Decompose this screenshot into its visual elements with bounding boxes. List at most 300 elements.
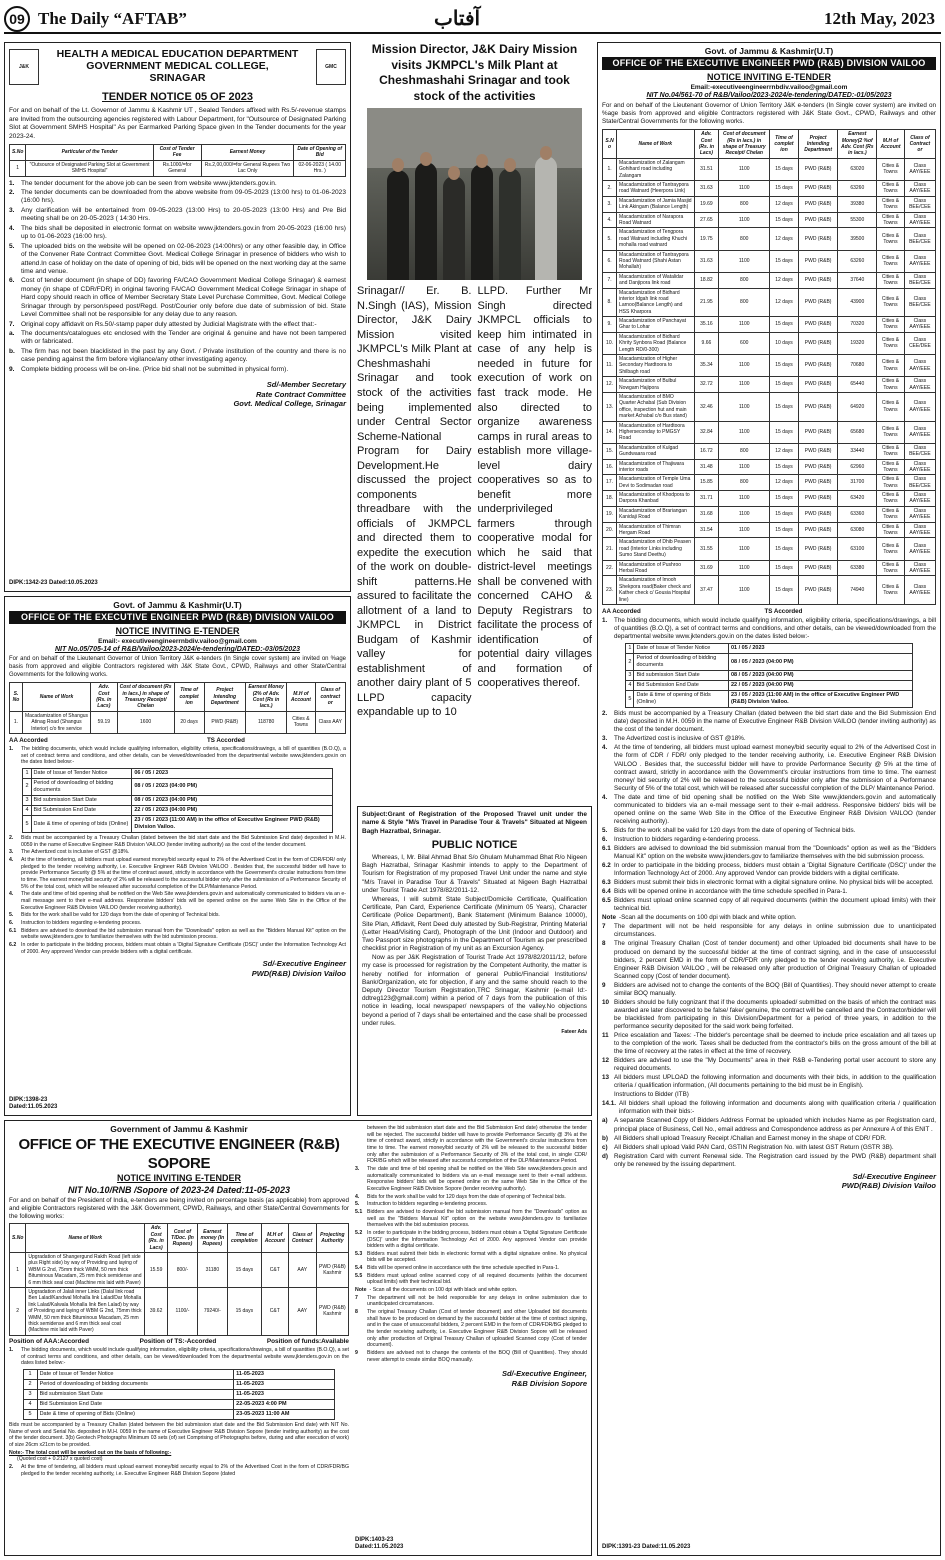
sopore-list-item bbox=[355, 1251, 587, 1264]
pwd561-table-cell: 21.95 bbox=[694, 288, 719, 317]
sopore-item-number: 8 bbox=[355, 1309, 358, 1316]
public-notice-p1: Whereas, I, Mr. Bilal Ahmad Bhat S/o Ghulam Muhammad Bhat R/o Nigeen Bagh Hazratbal, Srinagar Kashmir intends to apply to the Department of Tourism for Registration of my proposed Travel Unit under the name and style "M/s Travel in Paradise Tour & Travels" Situated at Nigeen Bagh Hazratbal under Tourist Trade Act 1978/82/2011-12. bbox=[362, 854, 587, 894]
sopore-date-cell: 22-05-2023 4:00 PM bbox=[234, 1399, 335, 1409]
pwd561-item-text: Bidders must upload online scanned copy of all required documents (within the document upload limits) with their technical bid. bbox=[614, 897, 936, 913]
pwd561-table-cell: 7. bbox=[603, 272, 617, 288]
pwd561-table-cell: 32.72 bbox=[694, 377, 719, 393]
pwd561-table-cell: 64920 bbox=[838, 392, 877, 421]
sopore-date-cell: 4 bbox=[23, 1399, 37, 1409]
pwd561-table-cell: Class AAY/EEE bbox=[904, 506, 935, 522]
pwd705-column-header: Earnest Money (2% of Adv. Cost (Rs in lacs.) bbox=[245, 683, 286, 712]
pwd705-date-cell: 08 / 05 / 2023 (04:00 PM) bbox=[132, 778, 332, 795]
sopore-column-header: Earnest money (In Rupees) bbox=[197, 1224, 227, 1253]
pwd561-table-cell: Class AAY/EEE bbox=[904, 576, 935, 605]
pwd561-table-cell: Class AAY/EEE bbox=[904, 421, 935, 443]
pwd561-date-cell: 22 / 05 / 2023 (04:00 PM) bbox=[728, 681, 912, 691]
pwd561-item-text: Bids will be opened online in accordance with the time schedule specified in Para-1. bbox=[614, 888, 848, 896]
gmc-list-item bbox=[9, 330, 346, 347]
pwd561-table-cell: PWD (R&B) bbox=[798, 459, 838, 475]
pwd561-item-number: 6.1 bbox=[602, 844, 611, 852]
sopore-table-cell: AAY bbox=[288, 1287, 316, 1335]
pwd705-date-row bbox=[23, 778, 332, 795]
pwd561-table-cell: Cities & Towns bbox=[877, 576, 905, 605]
sopore-table-cell: 15 days bbox=[227, 1252, 261, 1287]
sopore-list-item bbox=[355, 1230, 587, 1250]
pwd561-table-row bbox=[603, 158, 936, 180]
pwd561-date-row bbox=[626, 681, 912, 691]
news-photo bbox=[367, 108, 582, 280]
sopore-table-cell: PWD (R&B) Kashmir bbox=[316, 1287, 348, 1335]
pwd561-table-cell: Macadamization of Higher Secondary Hardtoora to Shilbagh road bbox=[617, 355, 695, 377]
pwd561-table-cell: Class AAY/EEE bbox=[904, 459, 935, 475]
pwd561-table-cell: 15 days bbox=[770, 181, 799, 197]
pwd561-table-cell: 35.16 bbox=[694, 317, 719, 333]
pwd705-item-text: Bids for the work shall be valid for 120 days from the date of opening of Technical bids. bbox=[21, 912, 220, 919]
pwd-705-ad: Govt. of Jammu & Kashmir(U.T) OFFICE OF THE EXECUTIVE ENGINEER PWD (R&B) DIVISION VAILOO NOTICE INVITING E-TENDER Email:- executiveengineerrnbdiv.vailoo@gmail.com NIT No.05/705-14 of R&B/Vailoo/2023-2024/e-tendering/DATED:-03/05/2023 For and on behalf of the Lieutenant Governor of Union Territory J&K e-tenders (In Single cover system) are invited on %age basis from approved and eligible Contractors registered with J&K State Govt., CPWD, Railways and other State/Central Governments for the following works. S. No Name of Work Adv. Cost (Rs. in Lacs) Cost of document (Rs in lacs.) in shape of Treasury Receipt/ Chelan Time of complet ion Project Intending Department Earnest Money (2% of Adv. Cost (Rs in lacs.) M.H of Account Class of contract or 1. Macadamization of Shangus Atinag Road (Shangus Interior) c/o fire service 59.19 1600 20 days PWD (R&B) 118780 Cities & Towns Class AAY AA Accorded TS Accorded 1. The bidding documents, which would include qualifying information, eligibility criteria, specifications/drawings, a bill of quantities (B.O.Q), a set of contract terms and conditions, and other details, can be viewed/downloaded from the departmental website www.jktenders.gov.in on the dates listed below:- 1 Date of Issue of Tender Notice 06 / 05 / 2023 2 Period of downloading of bidding documents 08 / 05 / 2023 (04:00 PM) 3 Bid submission Start Date 08 / 05 / 2023 (04:00 PM) 4 Bid Submission End Date 22 / 05 / 2023 (04:00 PM) 5 Date & time of opening of bids (Online) 23 / 05 / 2023 (11:00 AM) in the office of Executive Engineer PWD (R&B) Division Vailoo. 2. Bids must be accompanied by a Treasury Challan (dated between the bid start date and the Bid Submission End date) deposited in M.H. 0059 in the name of Executive Engineer R&B Division VAILOO (tender inviting authority) as the cost of the tender document. 3. The Advertized cost is inclusive of GST @18%. 4. At the time of tendering, all bidders must upload earnest money/bid security equal to 2% of the Advertised Cost in the form of CDR/FDR/ only pledged to the tender receiving authority, i.e. Executive Engineer R&B Division VAILOO . Besides that, the successful bidder will have to provide Performance Security @ 5% at the time of contract award, strictly in accordance with the Government's circular instructions from time to time. The earnest money/bid security of 2% will be released to the successful bidder only after the submission of a Performance Security of 5% of the total cost, which will be released after successful completion of the DLP/Maintenance Period. 4. The date and time of bid opening shall be notified on the Web Site www.jktenders.gov.in and automatically communicated to bidders via an e-mail message sent to their e-mail address. Responsive bidders' bids will be opened online on the same Web Site in the Office of the Executive Engineer R&B Division VAILOO (tender receiving authority). 5. Bids for the work shall be valid for 120 days from the date of opening of Technical bids. 6. Instruction to bidders regarding e-tendering process. 6.1 Bidders are advised to download the bid submission manual from the "Downloads" option as well as the "Bidders Manual Kit" option on the website www.jktenders.gov to familiarize themselves with the bid submission process. 6.2 In order to participate in the bidding process, bidders must obtain a 'Digital Signature Certificate (DSC)' under the Information Technology Act of 2000. Any approved Vendor can provide bidders with a digital certificate. Sd/-Executive Engineer PWD(R&B) Division Vailoo DIPK:1398-23 Dated:11.05.2023 bbox=[4, 596, 351, 1116]
pwd561-table-cell: PWD (R&B) bbox=[798, 443, 838, 459]
pwd561-table-cell: Class BEE/CEE bbox=[904, 288, 935, 317]
pwd705-date-row bbox=[23, 805, 332, 815]
gmc-sign-2: Rate Contract Committee bbox=[255, 389, 346, 399]
sopore-ad: Government of Jammu & Kashmir OFFICE OF THE EXECUTIVE ENGINEER (R&B) SOPORE NOTICE INVITING E-TENDER NIT No.10/RNB /Sopore of 2023-24 Dated:11-05-2023 For and on behalf of the President of India, e-tenders are being invited on percentage basis (as applicable) from approved and eligible Contractors registered with the J&K Government, CPWD, Railways, and other State/Central Governments for the following works: S.No Name of Work Adv. Cost (Rs. in Lacs) Cost of T/Doc. (In Rupees) Earnest money (In Rupees) Time of completion M.H of Account Class of Contract Projecting Authority 1 Upgradation of Shangergund Rakth Road (left side plus Right side) by way of Providing and laying of WBM G 2nd, 75mm thick WMM, 50 mm thick Bituminous Macadam, 25 mm thick semidense and 6 mm thick seal coat (Machine mix laid with Paver) 15.59 800/- 31180 15 days C&T AAY PWD (R&B) Kashmir 2 Upgradation of Jalali inner Links (Dalal link road Ben Lalad/Kandwal Mohalla link Lalad/Dar Mohalla link Lalad/Kalwala Mohalla link Ben Lalad) by way of Providing and laying of WBM G 2nd, 75mm thick WMM, 50 mm thick Bituminous Macadam, 25 mm thick semidense and 6 mm thick seal coat (Machine mix laid with Paver) 39.62 1100/- 79240/- 15 days C&T AAY PWD (R&B) Kashmir Position of AAA:Accorded Position of TS:-Accorded Position of funds:Available 1. The bidding documents, which would include qualifying information, eligibility criteria, specifications/drawings, a bill of quantities (B.O.Q), a set of contract terms and conditions, and other details, can be viewed/downloaded from the departmental website www.jktenders.gov.in on the dates listed below:- 1 Date of Issue of Tender Notice 11-05-2023 2 Period of downloading of bidding documents 11-05-2023 3 Bid submission Start Date 11-05-2023 4 Bid Submission End Date 22-05-2023 4:00 PM 5 Date & time of opening of Bids (Online) 23-05-2023 11:00 AM Bids must be accompanied by a Treasury Challan (dated between the bid submission start date and the Bid Submission End date) with NIT No. Name of work and Serial No. deposited in M.H. 0059 in the name of Executive Engineer R&B Division Sopore (tender inviting authority) as the cost of the tender document. 3(b) Geotech Photographs Minimum 03 sets (of) set Comprising of Photographs before, during and after execution of work) of size 26cm x21cm to be provided. Note:- The total cost will be worked out on the basis of following:- (Quoted cost + 0.2127 x quoted cost) 2. At the time of tendering, all bidders must upload earnest money/bid security equal to 2% of the Advertised Cost in the form of CDR/FDR/BG pledged to the tender receiving authority, i.e. Executive Engineer R&B Division Sopore (dated between the bid submission start date and the Bid Submission End date) otherwise the tender will be rejected. The successful bidder will have to provide Performance Security @ 3% at the time of contract award, strictly in accordance with the Government's circular instructions from time to time. The earnest money/bid security of 2% will be released to the successful bidder only after the submission of a Performance Security of 3% of the total cost, in single CDR/ FDR/BG which will be released after successful completion of the DLP/Maintenance Period. 3. The date and time of bid opening shall be notified on the Web Site www.jktenders.gov.in and automatically communicated to bidders via an e-mail message sent to their e-mail address. Responsive bidders' bids will be opened online on the same Web Site in the Office of the Executive Engineer R&B Division Sopore (tender receiving authority). 4. Bids for the work shall be valid for 120 days from the date of opening of Technical bids. 5. Instruction to bidders regarding e-tendering process. 5.1 Bidders are advised to download the bid submission manual from the "Downloads" option as well as the "Bidders Manual Kit" option on the website www.jktenders.gov to familiarize themselves with the bid submission process. 5.2 In order to participate in the bidding process, bidders must obtain a 'Digital Signature Certificate (DSC)' under the Information Technology Act of 2000. Any approved Vendor can provide bidders with a digital certificate. 5.3 Bidders must submit their bids in electronic format with a digital signature online. No physical bids will be accepted. 5.4 Bids will be opened online in accordance with the time schedule specified in Para-1. 5.5 Bidders must upload online scanned copy of all required documents (within the document upload limits) with their technical bid. Note - Scan all the documents on 100 dpi with black and white option. 7 The department will not be held responsible for any delays in online submission due to unanticipated circumstances. 8 The original Treasury Challan (Cost of tender document) and other Uploaded bid documents shall have to be produced on demand by the successful bidder at the time of contract signing, and in the case of unsuccessful bidders, 2 percent EMD in the form of CDR/FDR/BG pledged to the tender receiving authority, i.e. Executive Engineer R&B Division Sopore will be released only after production of Original Treasury Challan of uploaded Scanned copy (Cost of tender document). 9 Bidders are advised not to change the contents of the BOQ (Bill of Quantities). They should never attempt to create similar BOQ manually. Sd/-Executive Engineer, R&B Division Sopore DIPK:1403-23 Dated:11.05.2023 bbox=[4, 1120, 592, 1556]
pwd705-email: Email:- executiveengineerrnbdiv.vailoo@gmail.com bbox=[98, 637, 257, 645]
pwd561-table-cell: 1100 bbox=[719, 522, 770, 538]
pwd561-table-row bbox=[603, 560, 936, 576]
pwd561-table-cell: 15 days bbox=[770, 491, 799, 507]
sopore-sign-1: Sd/-Executive Engineer, bbox=[501, 1369, 587, 1379]
pwd705-item-text: At the time of tendering, all bidders must upload earnest money/bid security equal to 2% of the Advertised Cost in the form of CDR/FDR/ only pledged to the tender receiving authority, i.e. Executive Engineer R&B Division VAILOO . Besides that, the successful bidder will have to provide Performance Security @ 5% at the time of contract award, strictly in accordance with the Government's circular instructions from time to time. The earnest money/bid security of 2% will be released to the successful bidder only after the submission of a Performance Security of 5% of the total cost, which will be released after successful completion of the DLP/Maintenance Period. bbox=[21, 857, 346, 890]
pwd561-item-text: Bidders are advised to use the "My Documents" area in their R&B e-Tendering portal user account to store any required documents. bbox=[614, 1057, 936, 1073]
pwd705-date-cell: 08 / 05 / 2023 (04:00 PM) bbox=[132, 795, 332, 805]
public-notice-ad bbox=[357, 806, 592, 1116]
pwd561-table-cell: 37640 bbox=[838, 272, 877, 288]
pwd705-date-cell: Date of Issue of Tender Notice bbox=[31, 768, 132, 778]
pwd561-table-cell: 1100 bbox=[719, 506, 770, 522]
pwd561-table-cell: PWD (R&B) bbox=[798, 212, 838, 228]
pwd561-table-row bbox=[603, 377, 936, 393]
pwd561-sign-2: PWD(R&B) Division Vailoo bbox=[841, 1181, 936, 1191]
pwd705-date-cell: 5 bbox=[23, 815, 31, 832]
sopore-item-text: Bids will be opened online in accordance with the time schedule specified in Para-1. bbox=[367, 1265, 560, 1272]
pwd561-table-cell: 19. bbox=[603, 506, 617, 522]
sopore-table-cell: 31180 bbox=[197, 1252, 227, 1287]
pwd561-item-text: Bidders are advised to download the bid submission manual from the "Downloads" option as well as the "Bidders Manual Kit" option on the website www.jktenders.gov to familiarize themselves with the bid submission process. bbox=[614, 844, 936, 861]
pwd561-table-cell: Class AAY/EEE bbox=[904, 377, 935, 393]
pwd561-table-row bbox=[603, 212, 936, 228]
pwd561-table-cell: Class AAY/EEE bbox=[904, 522, 935, 538]
gmc-table-cell: "Outsource of Designated Parking Slot at Government SMHS Hospital" bbox=[26, 160, 153, 176]
sopore-item-text: The original Treasury Challan (Cost of tender document) and other Uploaded bid documents shall have to be produced on demand by the successful bidder at the time of contract signing, and in the case of unsuccessful bidders, 2 percent EMD in the form of CDR/FDR/BG pledged to the tender receiving authority, i.e. Executive Engineer R&B Division Sopore will be released only after production of Original Treasury Challan of uploaded Scanned copy (Cost of tender document). bbox=[367, 1309, 587, 1349]
pwd561-table-cell: 12 days bbox=[770, 228, 799, 250]
pwd705-list-item bbox=[9, 942, 346, 955]
pwd561-table-cell: 2. bbox=[603, 181, 617, 197]
pwd561-table-cell: 1100 bbox=[719, 250, 770, 272]
pwd561-table-cell: 6. bbox=[603, 250, 617, 272]
pwd705-sign-1: Sd/-Executive Engineer bbox=[262, 959, 346, 969]
pwd561-table-cell: Class AAY/EEE bbox=[904, 181, 935, 197]
pwd561-table-cell: Macadamization of BMO Quarter Achabal (Sub Division office, inspection hut and main market Achabal c/o Bus stand) bbox=[617, 392, 695, 421]
pwd561-table-cell: Macadamization of Tantraypora Road Watnard (Shahi Astan Mohallah) bbox=[617, 250, 695, 272]
pwd561-table-cell: Cities & Towns bbox=[877, 317, 905, 333]
sopore-date-cell: Bid Submission End Date bbox=[37, 1399, 234, 1409]
pwd561-table-cell: 15 days bbox=[770, 212, 799, 228]
pwd561-date-row bbox=[626, 644, 912, 654]
public-notice-p3: Now as per J&K Registration of Tourist Trade Act 1978/82/2011/12, before my case is processed for registration by the Competent Authority, the matter is hereby notified for information of general Public/Financial Institutions/ Bank/Organization, etc for objection, if any and the same should reach to the Deputy Director Tourism Registration,TRC Srinagar, Kashmir (e-mail Id:-ddtreg123@gmail.com) within a period of 7 days from the publication of this notice in leading, local newspaper/ newspapers of the valley.No objections beyond a period of 7 days shall be entertained and the case shall be processed under rules. bbox=[362, 954, 587, 1027]
pwd561-table-cell: 1100 bbox=[719, 560, 770, 576]
pwd561-item-text: -Scan all the documents on 100 dpi with black and white option. bbox=[619, 914, 797, 922]
pwd561-table-cell: 32.84 bbox=[694, 421, 719, 443]
sopore-item-text: Instruction to bidders regarding e-tendering process. bbox=[367, 1201, 488, 1208]
pwd561-list-item bbox=[602, 1032, 936, 1056]
sopore-item-text: In order to participate in the bidding process, bidders must obtain a 'Digital Signature Certificate (DSC)' under the Information Technology Act of 2000. Any approved Vendor can provide bidders with a digital certificate. bbox=[367, 1229, 587, 1250]
pwd705-nit: NIT No.05/705-14 of R&B/Vailoo/2023-2024/e-tendering/DATED:-03/05/2023 bbox=[54, 646, 301, 654]
gmc-table-cell: 1 bbox=[10, 160, 26, 176]
pwd705-list-item bbox=[9, 920, 346, 927]
pwd561-table-cell: 14. bbox=[603, 421, 617, 443]
pwd705-date-cell: 3 bbox=[23, 795, 31, 805]
pwd561-table-cell: 10. bbox=[603, 332, 617, 354]
sopore-date-row bbox=[23, 1369, 335, 1379]
pwd561-table-cell: Macadamization of Panchayat Ghar to Lohar bbox=[617, 317, 695, 333]
pwd561-table-cell: 15 days bbox=[770, 560, 799, 576]
pwd561-table-cell: 65680 bbox=[838, 421, 877, 443]
pwd561-item-text: In order to participate in the bidding process, bidders must obtain a 'Digital Signature Certificate (DSC)' under the Information Technology Act of 2000. Any approved Vendor can provide bidders with a digital certificate. bbox=[614, 862, 936, 878]
pwd561-table-cell: Class AAY/EEE bbox=[904, 250, 935, 272]
pwd705-p1: The bidding documents, which would include qualifying information, eligibility criteria, specifications/drawings, a bill of quantities (B.O.Q), a set of contract terms and conditions, and other details, can be viewed/downloaded from the departmental website www.jktenders.gov.in on the dates listed below:- bbox=[21, 745, 346, 766]
pwd561-table-cell: 1100 bbox=[719, 181, 770, 197]
pwd561-table-cell: 1100 bbox=[719, 421, 770, 443]
sopore-item-number: 5.1 bbox=[355, 1208, 363, 1215]
gmc-dipk: DIPK:1342-23 Dated:10.05.2023 bbox=[9, 580, 98, 587]
pwd561-dates bbox=[625, 643, 912, 708]
gmc-item-number: 7. bbox=[9, 320, 15, 328]
gmc-list-item bbox=[9, 277, 346, 319]
pwd561-table-cell: 32.46 bbox=[694, 392, 719, 421]
pwd561-date-cell: 3 bbox=[626, 671, 634, 681]
pwd561-table-cell: 12 days bbox=[770, 272, 799, 288]
gmc-item-number: b. bbox=[9, 347, 15, 355]
pwd561-table-row bbox=[603, 228, 936, 250]
pwd561-item-number: 5. bbox=[602, 826, 608, 834]
gmc-column-header: Cost of Tender Fee bbox=[153, 145, 201, 161]
pwd705-column-header: Adv. Cost (Rs. in Lacs) bbox=[91, 683, 118, 712]
gmc-column-header: Date of Opening of Bid bbox=[294, 145, 346, 161]
pwd561-date-cell: Period of downloading of bidding documents bbox=[634, 654, 729, 671]
issue-date: 12th May, 2023 bbox=[824, 9, 935, 28]
pwd561-list-item bbox=[602, 1144, 936, 1152]
pwd561-table-cell: 63380 bbox=[838, 560, 877, 576]
pwd561-table-cell: 31.54 bbox=[694, 522, 719, 538]
pwd705-item-text: In order to participate in the bidding process, bidders must obtain a 'Digital Signature Certificate (DSC)' under the Information Technology Act of 2000. Any approved Vendor can provide bidders with a digital certificate. bbox=[21, 941, 346, 955]
sopore-table-cell: 15.59 bbox=[145, 1252, 168, 1287]
pwd561-item-text: All Bidders shall upload Valid PAN Card, GSTIN Registration No. with latest GST Return (GSTR 3B). bbox=[614, 1143, 894, 1151]
sopore-item-number: 5.3 bbox=[355, 1250, 363, 1257]
sopore-date-cell: Date & time of opening of Bids (Online) bbox=[37, 1409, 234, 1419]
sopore-date-row bbox=[23, 1409, 335, 1419]
sopore-date-cell: Date of Issue of Tender Notice bbox=[37, 1369, 234, 1379]
pwd561-table-cell: 1100 bbox=[719, 576, 770, 605]
pwd561-item-text: Bids for the work shall be valid for 120 days from the date of opening of Technical bids. bbox=[614, 826, 856, 834]
pwd561-table-cell: 70320 bbox=[838, 317, 877, 333]
pwd561-table-cell: 1. bbox=[603, 158, 617, 180]
pwd561-email: Email:-executiveengineerrnbdiv.vailoo@gmail.com bbox=[690, 83, 848, 91]
pwd561-table-cell: Macadamization of Narapora Road Watnard bbox=[617, 212, 695, 228]
pwd561-table-cell: 1100 bbox=[719, 355, 770, 377]
pwd561-table-cell: 15 days bbox=[770, 421, 799, 443]
pwd561-table-cell: 1100 bbox=[719, 377, 770, 393]
gmc-column-header: Earnest Money bbox=[201, 145, 294, 161]
pwd561-table-cell: Macadamization of Bulbul Nowgam Hajipora bbox=[617, 377, 695, 393]
pwd705-item-text: The Advertized cost is inclusive of GST @18%. bbox=[21, 849, 130, 856]
pwd561-table-cell: 15 days bbox=[770, 576, 799, 605]
sopore-sign-2: R&B Division Sopore bbox=[511, 1378, 587, 1388]
pwd705-table-cell: 1. bbox=[10, 711, 23, 733]
pwd561-column-header: Time of complet ion bbox=[770, 130, 799, 159]
pwd561-date-cell: 01 / 05 / 2023 bbox=[728, 644, 912, 654]
pwd705-column-header: Name of Work bbox=[22, 683, 90, 712]
pwd705-sign-2: PWD(R&B) Division Vailoo bbox=[251, 968, 346, 978]
gmc-intro: For and on behalf of the Lt. Governor of Jammu & Kashmir UT , Sealed Tenders affixed with Rs.5/-revenue stamps are Invited from the outsourcing agencies registered with Labour Department, for "Outsource of Designated Parking Slot at Government SMHS Hospital" As per Earmarked Parking Space given In the Tender documents for the year 2023-24. bbox=[9, 107, 346, 140]
pwd561-table-row bbox=[603, 491, 936, 507]
pwd561-table-cell: 19.75 bbox=[694, 228, 719, 250]
pwd561-sign-1: Sd/-Executive Engineer bbox=[852, 1171, 936, 1181]
pwd561-item-text: At the time of tendering, all bidders must upload earnest money/bid security equal to 2% of the Advertised Cost in the form of CDR / FDR/ only pledged to the tender receiving authority, i.e. Executive Engineer R&B Division VAILOO . Besides that, the successful bidder will have to provide Performance Security @ 5% at the time of contract award, strictly in accordance with the Government's circular instructions from time to time. The earnest money/ bid security of 2% will be released to the successful bidder only after the submission of a Performance Security of 5% of the total cost, which will be released after successful completion of the DLP/ Maintenance Period. bbox=[614, 744, 936, 792]
pwd561-list-item bbox=[602, 1135, 936, 1143]
sopore-item-number: 4. bbox=[355, 1193, 360, 1200]
pwd705-dipk: DIPK:1398-23 Dated:11.05.2023 bbox=[9, 1096, 58, 1111]
pwd561-table-cell: Macadamization of Temple Uma Devi to Sodimadan road bbox=[617, 475, 695, 491]
pwd561-nit: NIT No.04/561-70 of R&B/Vailoo/2023-2024/e-tendering/DATED:-01/05/2023 bbox=[646, 92, 892, 100]
pwd561-column-header: S.N o bbox=[603, 130, 617, 159]
pwd561-item-number: 13 bbox=[602, 1074, 610, 1082]
pwd561-table-cell: Cities & Towns bbox=[877, 158, 905, 180]
page-number: 09 bbox=[4, 6, 30, 32]
sopore-column-header: Class of Contract bbox=[288, 1224, 316, 1253]
sopore-table-row bbox=[10, 1287, 349, 1335]
pwd705-item-text: The date and time of bid opening shall be notified on the Web Site www.jktenders.gov.in and automatically communicated to bidders via an e-mail message sent to their e-mail address. Responsive bidders' bids will be opened online on the same Web Site in the Office of the Executive Engineer R&B Division VAILOO (tender receiving authority). bbox=[21, 891, 346, 911]
pwd705-date-cell: Bid Submission End Date bbox=[31, 805, 132, 815]
pwd561-table-cell: 1100 bbox=[719, 392, 770, 421]
pwd705-column-header: Time of complet ion bbox=[174, 683, 204, 712]
sopore-table bbox=[9, 1223, 349, 1335]
pwd705-date-row bbox=[23, 795, 332, 805]
sopore-date-row bbox=[23, 1399, 335, 1409]
pwd561-table-cell: Cities & Towns bbox=[877, 212, 905, 228]
pwd561-item-text: Instructions to Bidder (ITB) bbox=[614, 1091, 689, 1099]
pwd705-item-number: 4. bbox=[9, 857, 14, 864]
pwd561-item-text: The date and time of bid opening shall be notified on the Web Site www.jktenders.gov.in and automatically communicated to bidders via an e-mail message sent to their e-mail address. Responsive bidders' bids will be opened online on the same Web Site in the Office of the Executive Engineer R&B Division VAILOO (tender receiving authority). bbox=[614, 793, 936, 825]
pwd561-table-cell: 3. bbox=[603, 196, 617, 212]
gmc-column-header: Particular of the Tender bbox=[26, 145, 153, 161]
sopore-item-number bbox=[355, 1125, 364, 1165]
pwd561-table-cell: Cities & Towns bbox=[877, 196, 905, 212]
pwd561-table-row bbox=[603, 317, 936, 333]
pwd561-table-cell: Cities & Towns bbox=[877, 475, 905, 491]
sopore-p3: At the time of tendering, all bidders must upload earnest money/bid security equal to 2% of the Advertised Cost in the form of CDR/FDR/BG pledged to the tender receiving authority, i.e. Executive Engineer R&B Division Sopore (dated bbox=[21, 1463, 349, 1477]
pwd705-date-cell: 06 / 05 / 2023 bbox=[132, 768, 332, 778]
pwd561-table-cell: 800 bbox=[719, 228, 770, 250]
pwd561-table-cell: PWD (R&B) bbox=[798, 506, 838, 522]
news-column-1: Srinagar// Er. B. N.Singh (IAS), Mission Director, J&K Dairy Mission visited JKMPCL's Milk Plant at Cheshmashahi Srinagar and took stock of the activities being implemented under Central Sector Scheme-National Program for Dairy Development.He discussed the project components threadbare with the officials of JKMPCL and directed them to expedite the execution of the work on double-shift patterns.He assured to facilitate the allotment of a land to JKMPCL in District Budgam of Kashmir valley for establishment of another dairy plant of 5 LLPD capacity expandable up to 10 bbox=[357, 285, 472, 719]
pwd705-table-cell: Macadamization of Shangus Atinag Road (Shangus Interior) c/o fire service bbox=[22, 711, 90, 733]
gmc-item-number: 1. bbox=[9, 179, 15, 187]
pwd561-item-text: Bidders must submit their bids in electronic format with a digital signature online. No physical bids will be accepted. bbox=[614, 879, 934, 887]
sopore-p2: Bids must be accompanied by a Treasury Challan (dated between the bid submission start date and the Bid Submission End date) with NIT No. Name of work and Serial No. deposited in M.H. 0059 in the name of Executive Engineer R&B Division Sopore (tender inviting authority) as the cost of the tender document. 3(b) Geotech Photographs Minimum 03 sets (of) set Comprising of Photographs before, during and after execution of work) of size 26cm x21cm to be provided. bbox=[9, 1421, 349, 1448]
pwd561-table-cell: Macadamization of Bidhard interior Idgah link road Larnoo(Balance Length) and HSS Kharpora bbox=[617, 288, 695, 317]
sopore-item-number: 7 bbox=[355, 1294, 358, 1301]
pwd561-table-cell: PWD (R&B) bbox=[798, 377, 838, 393]
pwd561-column-header: Name of Work bbox=[617, 130, 695, 159]
pwd561-table-cell: 16.72 bbox=[694, 443, 719, 459]
pwd561-table-cell: Class CEE/DEE bbox=[904, 332, 935, 354]
pwd561-table-cell: 8. bbox=[603, 288, 617, 317]
sopore-date-cell: 2 bbox=[23, 1379, 37, 1389]
pwd561-table-cell: 15 days bbox=[770, 250, 799, 272]
sopore-ts: Position of TS:-Accorded bbox=[139, 1337, 217, 1345]
pwd705-item-text: Bids must be accompanied by a Treasury Challan (dated between the bid start date and the Bid Submission End date) deposited in M.H. 0059 in the name of Executive Engineer R&B Division VAILOO (tender inviting authority) as the cost of the tender document. bbox=[21, 835, 346, 848]
pwd561-item-number: d) bbox=[602, 1152, 608, 1160]
pwd561-item-number: Note bbox=[602, 914, 616, 922]
pwd561-table-cell: 9.66 bbox=[694, 332, 719, 354]
pwd561-table-cell: 10 days bbox=[770, 332, 799, 354]
pwd561-table-cell: 19320 bbox=[838, 332, 877, 354]
pwd705-table-cell: Class AAY bbox=[315, 711, 345, 733]
pwd561-table-cell: Class BEE/CEE bbox=[904, 228, 935, 250]
sopore-item-text: The department will not be held responsible for any delays in online submission due to unanticipated circumstances. bbox=[367, 1294, 587, 1308]
gmc-sign-3: Govt. Medical College, Srinagar bbox=[233, 399, 346, 409]
gmc-column-header: S.No bbox=[10, 145, 26, 161]
gmc-logo: GMC bbox=[316, 49, 346, 85]
sopore-list-item bbox=[355, 1194, 587, 1201]
pwd705-govt: Govt. of Jammu & Kashmir(U.T) bbox=[113, 600, 242, 610]
pwd561-table-cell: Cities & Towns bbox=[877, 355, 905, 377]
pwd561-table-cell: 1100 bbox=[719, 317, 770, 333]
pwd561-table-row bbox=[603, 506, 936, 522]
newspaper-logo: آفتاب bbox=[434, 6, 481, 30]
gmc-list-item bbox=[9, 321, 346, 329]
pwd561-list-item bbox=[602, 999, 936, 1031]
pwd561-aa: AA Accorded bbox=[602, 607, 641, 615]
pwd705-list-item bbox=[9, 928, 346, 941]
newspaper-name: The Daily “AFTAB” bbox=[38, 9, 187, 28]
pwd705-table-cell: 59.19 bbox=[91, 711, 118, 733]
gmc-item-text: The bids shall be deposited in electronic format on website www.jktenders.gov.in from 20-05-2023 (16:00 hrs) up to 01-06-2023 (16:00 hrs). bbox=[21, 224, 346, 241]
pwd561-table-row bbox=[603, 475, 936, 491]
pwd561-date-cell: 23 / 05 / 2023 (11:00 AM) in the office of Executive Engineer PWD (R&B) Division Vailoo. bbox=[728, 691, 912, 708]
pwd561-table-cell: 19.69 bbox=[694, 196, 719, 212]
pwd561-table-cell: 1100 bbox=[719, 158, 770, 180]
pwd561-item-number: 3. bbox=[602, 735, 608, 743]
pwd561-list-item bbox=[602, 1100, 936, 1116]
sopore-item-number: 5.4 bbox=[355, 1265, 363, 1272]
pwd561-item-text: All bidders shall upload the following information and documents along with qualification criteria / qualification information with their bids:- bbox=[619, 1100, 936, 1116]
pwd705-list-item bbox=[9, 857, 346, 890]
gmc-list-item bbox=[9, 348, 346, 365]
gmc-item-text: The tender documents can be downloaded from the above website from 09-05-2023 (13:00 hrs) to 01-06-2023 (16:00 hrs). bbox=[21, 189, 346, 205]
sopore-intro: For and on behalf of the President of India, e-tenders are being invited on percentage basis (as applicable) from approved and eligible Contractors registered with the J&K Government, CPWD, Railways, and other State/Central Governments for the following works: bbox=[9, 1197, 349, 1221]
sopore-table-cell: 1100/- bbox=[168, 1287, 198, 1335]
pwd561-table-cell: Class AAY/EEE bbox=[904, 317, 935, 333]
pwd561-list-item bbox=[602, 710, 936, 734]
pwd561-table-cell: Cities & Towns bbox=[877, 392, 905, 421]
pwd561-table-cell: 1100 bbox=[719, 459, 770, 475]
pwd561-table-cell: 15 days bbox=[770, 392, 799, 421]
sopore-list-item bbox=[355, 1125, 587, 1165]
pwd561-table-cell: PWD (R&B) bbox=[798, 355, 838, 377]
gmc-notice-title: TENDER NOTICE 05 OF 2023 bbox=[102, 91, 253, 104]
pwd561-table-cell: 31.69 bbox=[694, 560, 719, 576]
pwd705-column-header: Class of contract or bbox=[315, 683, 345, 712]
pwd705-column-header: M.H of Account bbox=[287, 683, 315, 712]
pwd561-table-cell: Cities & Towns bbox=[877, 522, 905, 538]
sopore-item-number: Note bbox=[355, 1287, 367, 1294]
pwd561-item-text: The Advertized cost is inclusive of GST @18%. bbox=[614, 735, 746, 743]
pwd705-date-cell: 4 bbox=[23, 805, 31, 815]
pwd561-table-cell: Macadamization of Brariangan Kanidaji Road bbox=[617, 506, 695, 522]
sopore-table-cell: Upgradation of Shangergund Rakth Road (left side plus Right side) by way of Providing and laying of WBM G 2nd, 75mm thick WMM, 50 mm thick Bituminous Macadam, 25 mm thick semidense and 6 mm thick seal coat (Machine mix laid with Paver) bbox=[26, 1252, 145, 1287]
sopore-list-item bbox=[355, 1166, 587, 1193]
pwd561-table-row bbox=[603, 522, 936, 538]
pwd705-item-number: 3. bbox=[9, 849, 14, 856]
pwd561-item-number: 6.4 bbox=[602, 888, 611, 896]
pwd561-item-number: 14.1. bbox=[602, 1100, 617, 1108]
pwd561-table-cell: Cities & Towns bbox=[877, 228, 905, 250]
pwd561-date-cell: 2 bbox=[626, 654, 634, 671]
gmc-list-item bbox=[9, 243, 346, 277]
pwd561-table-cell: 20. bbox=[603, 522, 617, 538]
pwd561-list-item bbox=[602, 1074, 936, 1090]
pwd561-table-cell: 12 days bbox=[770, 475, 799, 491]
pwd561-table-cell: 31.63 bbox=[694, 250, 719, 272]
pwd561-item-number: 10 bbox=[602, 998, 610, 1006]
pwd705-column-header: Project Intending Department bbox=[204, 683, 245, 712]
pwd561-date-cell: Date & time of opening of Bids (Online) bbox=[634, 691, 729, 708]
gmc-city: SRINAGAR bbox=[149, 72, 206, 85]
pwd561-table-cell: 31.48 bbox=[694, 459, 719, 475]
sopore-nit: NIT No.10/RNB /Sopore of 2023-24 Dated:11-05-2023 bbox=[68, 1184, 290, 1195]
pwd561-list-item bbox=[602, 845, 936, 861]
pwd705-ts: TS Accorded bbox=[206, 736, 245, 744]
news-column-2: LLPD. Further Mr Singh directed JKMPCL officials to keep him intimated in case of any help is needed in future for execution of work on fast track mode. He also directed to organize awareness camps in rural areas to establish more village-level dairy cooperatives so as to benefit more underprivileged farmers through cooperative modal for which he said that district-level meetings shall be convened with concerned CAHO & Deputy Registrars to facilitate the process of identification of potential dairy villages and formation of cooperatives thereof. bbox=[477, 285, 592, 690]
sopore-table-cell: C&T bbox=[261, 1287, 288, 1335]
pwd561-item-number: 2. bbox=[602, 710, 608, 718]
sopore-dates bbox=[23, 1369, 336, 1420]
pwd561-item-number: 8 bbox=[602, 940, 606, 948]
sopore-list-item bbox=[355, 1295, 587, 1308]
pwd561-table-cell: 12 days bbox=[770, 288, 799, 317]
pwd561-date-row bbox=[626, 654, 912, 671]
pwd561-table-cell: 15 days bbox=[770, 355, 799, 377]
sopore-column-header: S.No bbox=[10, 1224, 26, 1253]
pwd561-table-cell: Cities & Towns bbox=[877, 421, 905, 443]
pwd561-table-row bbox=[603, 196, 936, 212]
pwd561-item-number: a) bbox=[602, 1117, 608, 1125]
pwd705-item-number: 6.2 bbox=[9, 941, 17, 948]
pwd561-table-cell: PWD (R&B) bbox=[798, 250, 838, 272]
sopore-date-cell: 23-05-2023 11:00 AM bbox=[234, 1409, 335, 1419]
pwd561-p1: The bidding documents, which would include qualifying information, eligibility criteria, specifications/drawings, a bill of quantities (B.O.Q), a set of contract terms and conditions, and other details, can be viewed/downloaded from the departmental website www.jktenders.gov.in on the dates listed below:- bbox=[614, 616, 936, 640]
pwd561-list-item bbox=[602, 836, 936, 844]
pwd561-table-row bbox=[603, 272, 936, 288]
pwd561-list-item bbox=[602, 888, 936, 896]
pwd561-item-text: All bidders must UPLOAD the following information and documents with their bids, in addition to the qualification criteria / qualification information, (All documents pertaining to the bid must be in English). bbox=[614, 1074, 936, 1090]
pwd705-date-cell: 1 bbox=[23, 768, 31, 778]
sopore-header-row bbox=[10, 1224, 349, 1253]
pwd561-table-cell: 1100 bbox=[719, 212, 770, 228]
gmc-college: GOVERNMENT MEDICAL COLLEGE, bbox=[86, 60, 269, 73]
pwd561-table-cell: 31.51 bbox=[694, 158, 719, 180]
sopore-table-cell: C&T bbox=[261, 1252, 288, 1287]
